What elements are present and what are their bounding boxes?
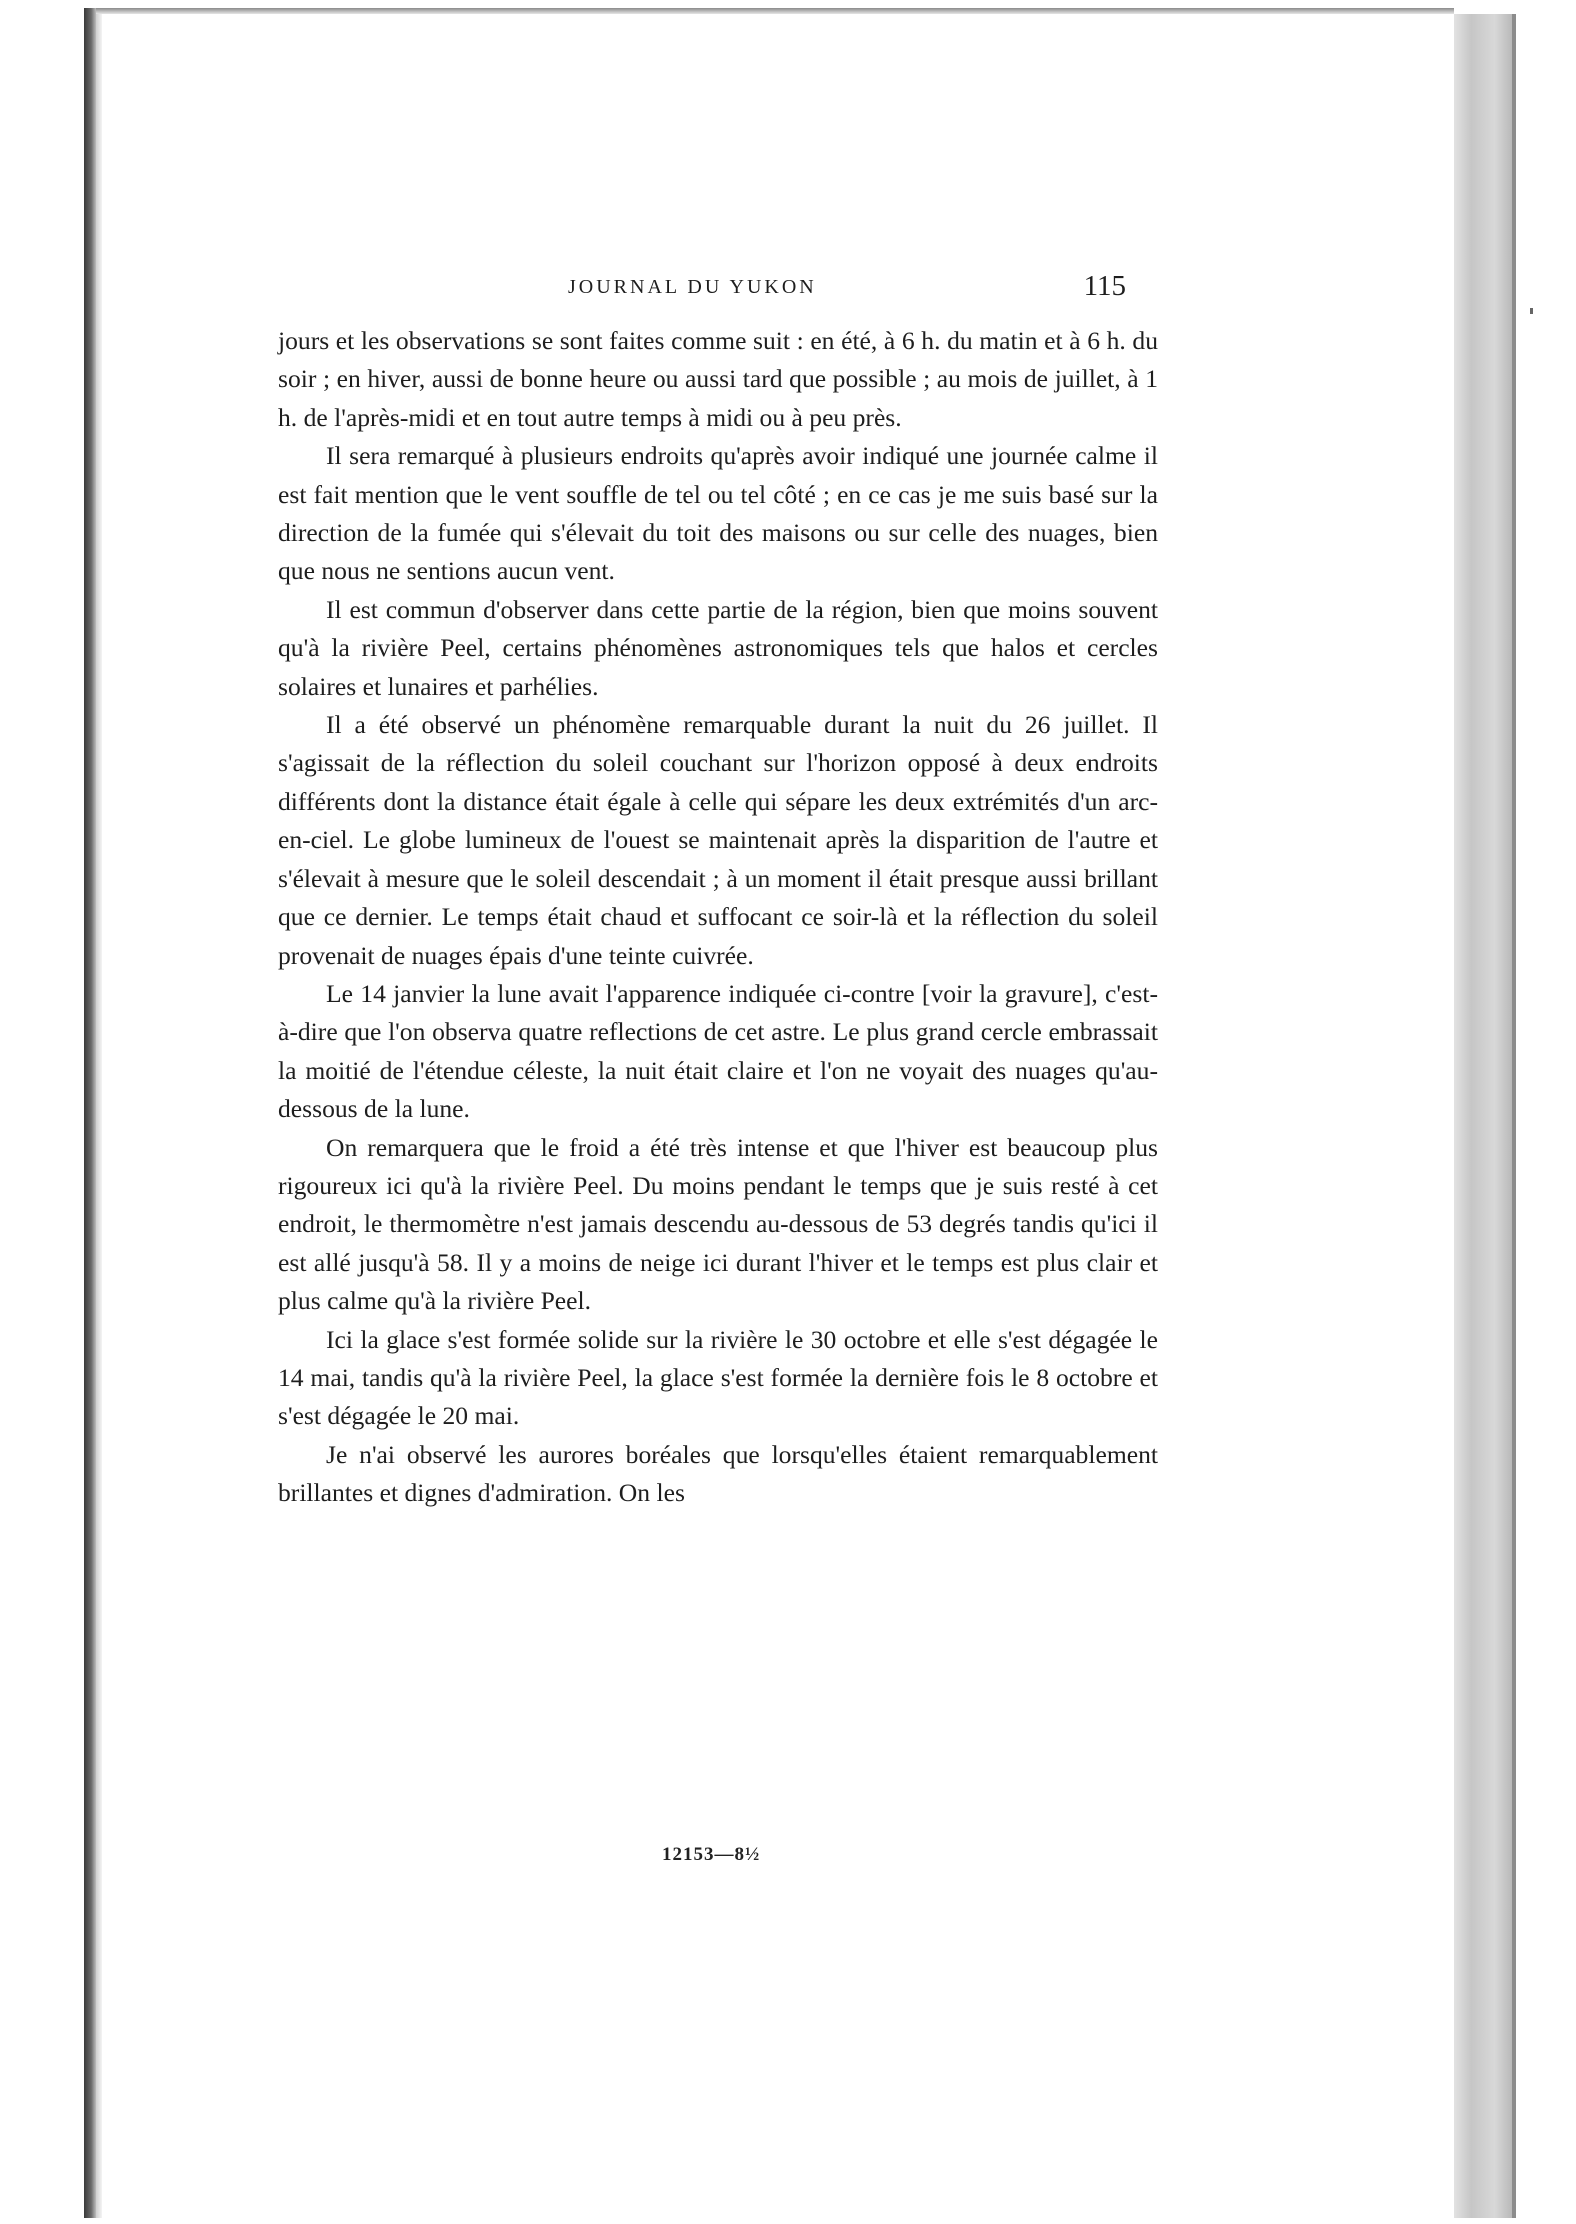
- paragraph: On remarquera que le froid a été très intense et que l'hiver est beaucoup plus rigoureux ici qu'à la rivière Peel. Du moins pendant le temps que je suis resté à cet endroit, le thermomètre n'est jamais descendu au-dessous de 53 degrés tandis qu'ici il est allé jusqu'à 58. Il y a moins de neige ici durant l'hiver et le temps est plus clair et plus calme qu'à la rivière Peel.: [278, 1132, 1158, 1316]
- scan-speck: [1530, 308, 1533, 314]
- page-number: 115: [1083, 270, 1126, 302]
- paragraph: Le 14 janvier la lune avait l'apparence indiquée ci-contre [voir la gravure], c'est-à-dire que l'on observa quatre reflections de cet astre. Le plus grand cercle embrassait la moitié de l'étendue céleste, la nuit était claire et l'on ne voyait des nuages qu'au-dessous de la lune.: [278, 978, 1158, 1124]
- paragraph: Il sera remarqué à plusieurs endroits qu'après avoir indiqué une journée calme il est fait mention que le vent souffle de tel ou tel côté ; en ce cas je me suis basé sur la direction de la fumée qui s'élevait du toit des maisons ou sur celle des nuages, bien que nous ne sentions aucun vent.: [278, 441, 1158, 586]
- page-top-edge: [96, 8, 1454, 14]
- running-head: [278, 270, 1158, 314]
- page-content: [278, 270, 1158, 1513]
- paragraph: Il est commun d'observer dans cette partie de la région, bien que moins souvent qu'à la rivière Peel, certains phénomènes astronomiques tels que halos et cercles solaires et lunaires et parhélies.: [278, 594, 1158, 701]
- page-right-shadow: [1454, 14, 1512, 2218]
- paragraph: jours et les observations se sont faites comme suit : en été, à 6 h. du matin et à 6 h. du soir ; en hiver, aussi de bonne heure ou aussi tard que possible ; au mois de juillet, à 1 h. de l'après-midi et en tout autre temps à midi ou à peu près.: [278, 326, 1158, 432]
- page-right-edge: [1512, 14, 1516, 2218]
- page-left-edge-highlight: [96, 8, 102, 2218]
- printer-signature-mark: 12153—8½: [662, 1844, 761, 1865]
- page-left-edge: [84, 8, 96, 2218]
- body-text: [278, 322, 1158, 1513]
- paragraph: Ici la glace s'est formée solide sur la rivière le 30 octobre et elle s'est dégagée le 14 mai, tandis qu'à la rivière Peel, la glace s'est formée la dernière fois le 8 octobre et s'est dégagée le 20 mai.: [278, 1324, 1158, 1431]
- paragraph: Il a été observé un phénomène remarquable durant la nuit du 26 juillet. Il s'agissait de la réflection du soleil couchant sur l'horizon opposé à deux endroits différents dont la distance était égale à celle qui sépare les deux extrémités d'un arc-en-ciel. Le globe lumineux de l'ouest se maintenait après la disparition de l'autre et s'élevait à mesure que le soleil descendait ; à un moment il était presque aussi brillant que ce dernier. Le temps était chaud et suffocant ce soir-là et la réflection du soleil provenait de nuages épais d'une teinte cuivrée.: [278, 710, 1158, 970]
- running-title: JOURNAL DU YUKON: [568, 276, 817, 298]
- paragraph: Je n'ai observé les aurores boréales que lorsqu'elles étaient remarquablement brillantes et dignes d'admiration. On les: [278, 1439, 1158, 1508]
